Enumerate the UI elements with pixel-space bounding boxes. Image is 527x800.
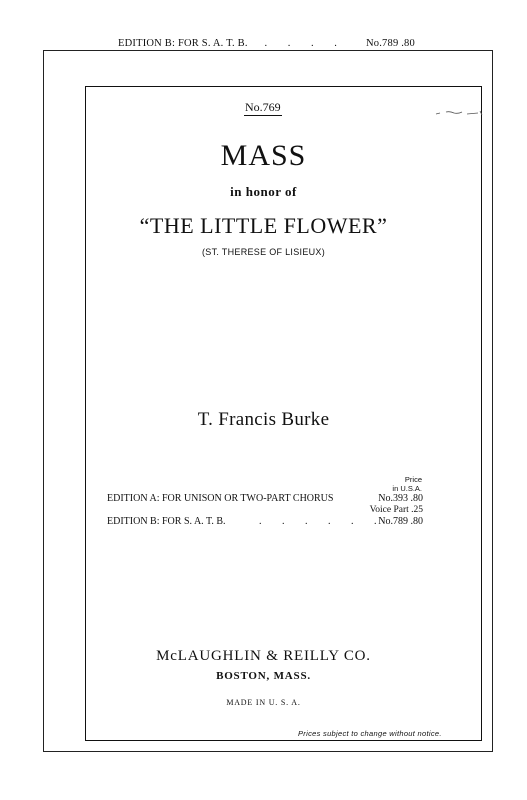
- publisher-name: McLAUGHLIN & REILLY CO.: [156, 648, 371, 664]
- top-edition-number: No.789 .80: [366, 38, 415, 49]
- edition-b-label: EDITION B: FOR S. A. T. B.: [107, 516, 226, 527]
- dedication-note: (ST. THERESE OF LISIEUX): [201, 247, 326, 257]
- edition-b-number: No.789 .80: [378, 516, 423, 527]
- dedication-title: “THE LITTLE FLOWER”: [139, 213, 388, 238]
- subtitle: in honor of: [230, 184, 297, 199]
- prices-notice: Prices subject to change without notice.: [298, 729, 442, 738]
- price-header: [380, 475, 422, 493]
- top-edition-line: [118, 38, 418, 49]
- publisher-city: BOSTON, MASS.: [216, 670, 311, 682]
- price-header-line1: Price: [404, 475, 422, 484]
- made-in-label: MADE IN U. S. A.: [226, 698, 301, 707]
- ink-smudge-mark: [434, 108, 484, 118]
- top-edition-dots: . . . .: [264, 38, 346, 49]
- page-title: MASS: [220, 139, 307, 172]
- edition-a-number: No.393 .80: [378, 493, 423, 504]
- price-header-line2: in U.S.A.: [392, 484, 422, 493]
- edition-b-dots: . . . . . .: [259, 516, 386, 527]
- top-edition-label: EDITION B: FOR S. A. T. B.: [118, 38, 248, 49]
- edition-a-label: EDITION A: FOR UNISON OR TWO-PART CHORUS: [107, 493, 334, 504]
- catalog-number: No.769: [245, 100, 281, 114]
- composer-name: T. Francis Burke: [197, 409, 330, 430]
- voice-part-price: Voice Part .25: [369, 505, 423, 515]
